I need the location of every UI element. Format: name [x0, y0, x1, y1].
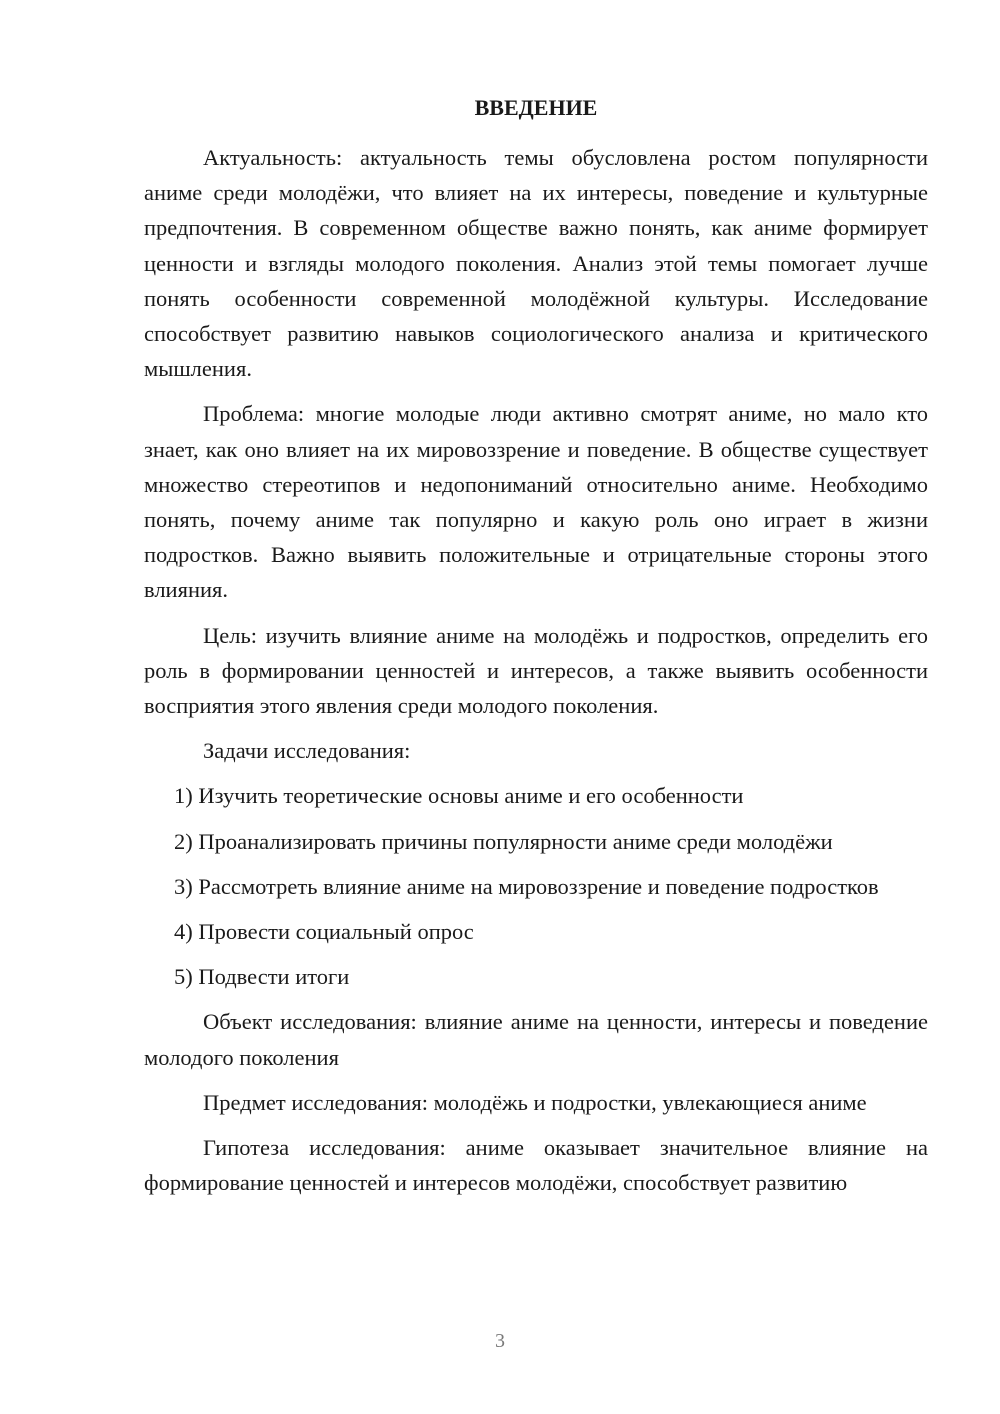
task-item: 2) Проанализировать причины популярности аниме среди молодёжи	[174, 828, 833, 854]
task-item: 1) Изучить теоретические основы аниме и его особенности	[174, 783, 744, 809]
page-number: 3	[495, 1330, 505, 1352]
task-item: 3) Рассмотреть влияние аниме на мировоззрение и поведение подростков	[174, 873, 879, 899]
paragraph-object: Объект исследования: влияние аниме на ценности, интересы и поведение молодого поколения	[144, 1009, 928, 1070]
paragraph-tasks-intro: Задачи исследования:	[203, 738, 411, 764]
task-item: 4) Провести социальный опрос	[174, 919, 474, 945]
paragraph-subject: Предмет исследования: молодёжь и подростки, увлекающиеся аниме	[203, 1089, 867, 1115]
paragraph-problem: Проблема: многие молодые люди активно смотрят аниме, но мало кто знает, как оно влияет на их мировоззрение и поведение. В обществе существует множество стереотипов и недопониманий относительно аниме. Необходимо понять, почему аниме так популярно и какую роль оно играет в жизни подростков. Важно выявить положительные и отрицательные стороны этого влияния.	[144, 401, 928, 603]
paragraph-hypothesis: Гипотеза исследования: аниме оказывает значительное влияние на формирование ценностей и интересов молодёжи, способствует развитию	[144, 1135, 928, 1196]
paragraph-goal: Цель: изучить влияние аниме на молодёжь и подростков, определить его роль в формировании ценностей и интересов, а также выявить особенности восприятия этого явления среди молодого поколения.	[144, 622, 928, 719]
page-title: ВВЕДЕНИЕ	[474, 95, 598, 120]
document-page	[144, 90, 928, 1210]
task-item: 5) Подвести итоги	[174, 964, 350, 990]
paragraph-relevance: Актуальность: актуальность темы обусловлена ростом популярности аниме среди молодёжи, что влияет на их интересы, поведение и культурные предпочтения. В современном обществе важно понять, как аниме формирует ценности и взгляды молодого поколения. Анализ этой темы помогает лучше понять особенности современной молодёжной культуры. Исследование способствует развитию навыков социологического анализа и критического мышления.	[144, 145, 928, 382]
